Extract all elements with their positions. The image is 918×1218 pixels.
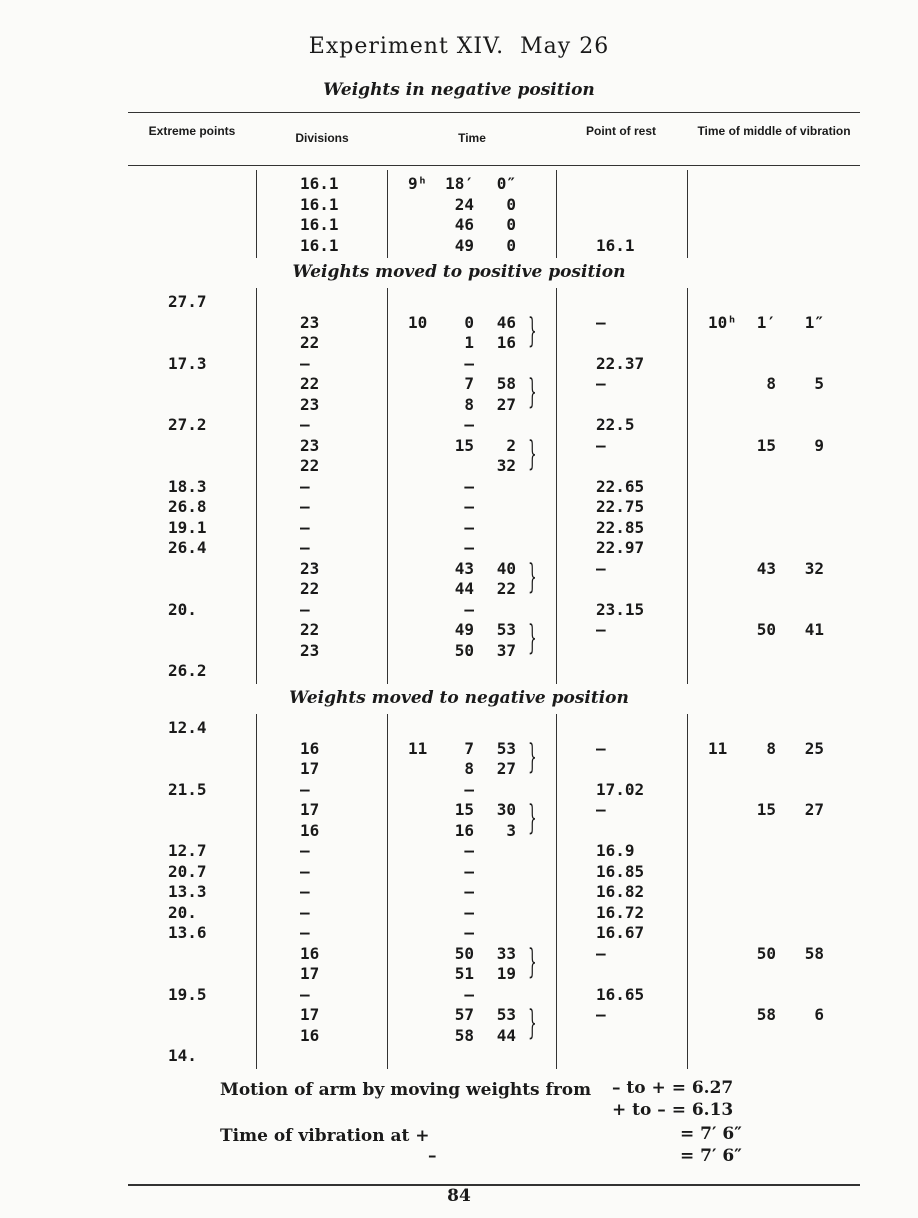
cell-t2: 44 xyxy=(454,579,474,598)
cell-ext: 20.7 xyxy=(168,861,207,881)
cell-div: 23 xyxy=(300,558,320,578)
header-extreme-points: Extreme points xyxy=(148,124,236,138)
cell-m3: 27 xyxy=(804,800,824,819)
column-rule xyxy=(256,714,257,1069)
cell-t2: — xyxy=(464,538,474,557)
cell-rest: — xyxy=(596,312,606,332)
cell-rest: — xyxy=(596,738,606,758)
column-rule xyxy=(387,288,388,684)
page-number: 84 xyxy=(447,1186,471,1206)
cell-div: — xyxy=(300,476,310,496)
cell-m3: 32 xyxy=(804,558,824,578)
cell-ext: 26.4 xyxy=(168,538,207,557)
motion-line-2: + to – = 6.13 xyxy=(612,1100,734,1120)
cell-t1: 9ʰ xyxy=(408,174,428,193)
cell-div: — xyxy=(300,415,310,434)
cell-div: — xyxy=(300,353,310,373)
cell-m3: 25 xyxy=(804,738,824,758)
cell-m3: 1″ xyxy=(804,312,824,332)
cell-div: 16 xyxy=(300,1025,320,1045)
cell-ext: 20. xyxy=(168,599,197,619)
cell-t2: 24 xyxy=(454,194,474,214)
cell-t2: 7 xyxy=(464,374,474,393)
cell-div: 16.1 xyxy=(300,215,339,234)
column-rule xyxy=(556,170,557,258)
cell-rest: 16.1 xyxy=(596,235,635,255)
cell-ext: 13.3 xyxy=(168,882,207,901)
cell-t3: 40 xyxy=(496,558,516,578)
brace-mark: } xyxy=(528,556,537,597)
cell-div: — xyxy=(300,517,310,537)
cell-t2: — xyxy=(464,841,474,860)
cell-t3: 58 xyxy=(496,374,516,393)
cell-rest: 22.75 xyxy=(596,497,645,516)
column-rule xyxy=(687,170,688,258)
table-top-rule xyxy=(128,112,860,113)
cell-rest: 23.15 xyxy=(596,599,645,619)
cell-div: — xyxy=(300,779,310,799)
brace-mark: } xyxy=(528,798,537,838)
brace-mark: } xyxy=(528,310,537,351)
cell-t2: — xyxy=(464,353,474,373)
cell-m3: 41 xyxy=(804,620,824,639)
vibration-value-1: = 7′ 6″ xyxy=(680,1124,742,1144)
section-title-positive: Weights moved to positive position xyxy=(292,262,626,282)
cell-div: — xyxy=(300,923,310,942)
cell-m2: 50 xyxy=(756,620,776,639)
cell-div: — xyxy=(300,861,310,881)
cell-t2: 7 xyxy=(464,738,474,758)
cell-t3: 37 xyxy=(496,640,516,660)
cell-rest: 16.67 xyxy=(596,923,645,942)
cell-t2: 50 xyxy=(454,943,474,963)
vibration-value-2: = 7′ 6″ xyxy=(680,1146,742,1166)
cell-m2: 58 xyxy=(756,1005,776,1024)
cell-rest: — xyxy=(596,620,606,639)
cell-t2: — xyxy=(464,882,474,901)
cell-t3: 2 xyxy=(506,435,516,455)
cell-ext: 21.5 xyxy=(168,779,207,799)
cell-rest: — xyxy=(596,435,606,455)
cell-t3: 53 xyxy=(496,738,516,758)
cell-t3: 53 xyxy=(496,620,516,639)
cell-div: 22 xyxy=(300,333,320,352)
cell-t3: 30 xyxy=(496,800,516,819)
cell-div: 22 xyxy=(300,620,320,639)
cell-ext: 19.5 xyxy=(168,984,207,1004)
cell-ext: 26.2 xyxy=(168,661,207,680)
cell-t2: 16 xyxy=(454,820,474,840)
cell-t2: 8 xyxy=(464,394,474,414)
cell-m3: 9 xyxy=(814,435,824,455)
cell-t2: — xyxy=(464,861,474,881)
cell-ext: 18.3 xyxy=(168,476,207,496)
cell-m2: 1′ xyxy=(756,312,776,332)
cell-ext: 12.4 xyxy=(168,718,207,737)
motion-line-1: – to + = 6.27 xyxy=(612,1078,734,1098)
column-rule xyxy=(687,714,688,1069)
header-time: Time xyxy=(458,131,486,145)
cell-rest: 17.02 xyxy=(596,779,645,799)
cell-t2: — xyxy=(464,779,474,799)
brace-mark: } xyxy=(528,736,537,777)
brace-mark: } xyxy=(528,1003,537,1043)
cell-rest: 16.65 xyxy=(596,984,645,1004)
cell-div: 17 xyxy=(300,1005,320,1024)
cell-t3: 0 xyxy=(506,215,516,234)
cell-t3: 0 xyxy=(506,235,516,255)
cell-div: 22 xyxy=(300,456,320,475)
column-rule xyxy=(556,288,557,684)
cell-rest: — xyxy=(596,943,606,963)
cell-t3: 16 xyxy=(496,333,516,352)
cell-div: 23 xyxy=(300,435,320,455)
cell-t2: 50 xyxy=(454,640,474,660)
cell-rest: 22.85 xyxy=(596,517,645,537)
cell-div: 17 xyxy=(300,800,320,819)
column-rule xyxy=(387,170,388,258)
cell-t3: 27 xyxy=(496,759,516,778)
cell-div: 16 xyxy=(300,738,320,758)
cell-m2: 50 xyxy=(756,943,776,963)
header-divisions: Divisions xyxy=(295,131,349,145)
section-title-negative: Weights in negative position xyxy=(323,80,595,100)
cell-t2: 49 xyxy=(454,620,474,639)
cell-rest: 22.37 xyxy=(596,353,645,373)
cell-div: — xyxy=(300,599,310,619)
cell-t2: — xyxy=(464,476,474,496)
cell-div: 16 xyxy=(300,820,320,840)
cell-ext: 13.6 xyxy=(168,923,207,942)
header-time-middle: Time of middle of vibration xyxy=(697,124,851,138)
motion-label: Motion of arm by moving weights from xyxy=(220,1080,592,1100)
cell-t2: 43 xyxy=(454,558,474,578)
cell-div: — xyxy=(300,841,310,860)
cell-m3: 58 xyxy=(804,943,824,963)
cell-t3: 0 xyxy=(506,194,516,214)
cell-t3: 22 xyxy=(496,579,516,598)
cell-div: 23 xyxy=(300,394,320,414)
cell-ext: 27.7 xyxy=(168,292,207,311)
column-rule xyxy=(256,170,257,258)
cell-m1: 11 xyxy=(708,738,728,758)
cell-m2: 8 xyxy=(766,374,776,393)
cell-rest: 22.97 xyxy=(596,538,645,557)
cell-rest: 22.5 xyxy=(596,415,635,434)
cell-t2: 49 xyxy=(454,235,474,255)
cell-div: 17 xyxy=(300,759,320,778)
vibration-label: Time of vibration at + xyxy=(220,1126,430,1146)
cell-div: 23 xyxy=(300,640,320,660)
cell-t2: 15 xyxy=(454,435,474,455)
cell-div: 16.1 xyxy=(300,194,339,214)
cell-div: 17 xyxy=(300,964,320,983)
cell-div: — xyxy=(300,984,310,1004)
cell-t2: 57 xyxy=(454,1005,474,1024)
column-rule xyxy=(387,714,388,1069)
vibration-minus: – xyxy=(428,1146,437,1166)
cell-t2: — xyxy=(464,984,474,1004)
cell-ext: 12.7 xyxy=(168,841,207,860)
cell-div: 22 xyxy=(300,579,320,598)
cell-ext: 26.8 xyxy=(168,497,207,516)
cell-m2: 8 xyxy=(766,738,776,758)
cell-rest: — xyxy=(596,558,606,578)
cell-t2: — xyxy=(464,902,474,922)
cell-div: 16.1 xyxy=(300,174,339,193)
cell-t2: 18′ xyxy=(445,174,474,193)
cell-div: 23 xyxy=(300,312,320,332)
cell-ext: 20. xyxy=(168,902,197,922)
cell-rest: — xyxy=(596,800,606,819)
cell-m3: 6 xyxy=(814,1005,824,1024)
cell-rest: 16.72 xyxy=(596,902,645,922)
cell-t2: — xyxy=(464,923,474,942)
cell-rest: 16.85 xyxy=(596,861,645,881)
cell-t2: 8 xyxy=(464,759,474,778)
cell-div: — xyxy=(300,902,310,922)
cell-t2: 15 xyxy=(454,800,474,819)
brace-mark: } xyxy=(528,618,537,658)
brace-mark: } xyxy=(528,433,537,474)
section-title-negative-2: Weights moved to negative position xyxy=(289,688,629,708)
cell-div: — xyxy=(300,882,310,901)
column-rule xyxy=(256,288,257,684)
cell-rest: — xyxy=(596,1005,606,1024)
page-title: Experiment XIV. May 26 xyxy=(308,34,610,59)
cell-t3: 0″ xyxy=(496,174,516,193)
cell-ext: 14. xyxy=(168,1046,197,1065)
cell-ext: 19.1 xyxy=(168,517,207,537)
cell-t2: — xyxy=(464,497,474,516)
header-point-of-rest: Point of rest xyxy=(585,124,656,138)
cell-m3: 5 xyxy=(814,374,824,393)
cell-div: 16 xyxy=(300,943,320,963)
cell-m1: 10ʰ xyxy=(708,312,737,332)
cell-div: 16.1 xyxy=(300,235,339,255)
cell-ext: 27.2 xyxy=(168,415,207,434)
cell-t2: — xyxy=(464,517,474,537)
cell-rest: 16.82 xyxy=(596,882,645,901)
cell-ext: 17.3 xyxy=(168,353,207,373)
cell-t2: — xyxy=(464,599,474,619)
cell-t3: 33 xyxy=(496,943,516,963)
cell-t3: 44 xyxy=(496,1025,516,1045)
cell-div: — xyxy=(300,538,310,557)
cell-t2: 51 xyxy=(454,964,474,983)
cell-t2: 0 xyxy=(464,312,474,332)
cell-t3: 19 xyxy=(496,964,516,983)
column-rule xyxy=(687,288,688,684)
cell-m2: 43 xyxy=(756,558,776,578)
cell-t3: 32 xyxy=(496,456,516,475)
cell-rest: — xyxy=(596,374,606,393)
cell-t3: 27 xyxy=(496,394,516,414)
cell-t2: 58 xyxy=(454,1025,474,1045)
cell-m2: 15 xyxy=(756,435,776,455)
column-rule xyxy=(556,714,557,1069)
cell-t3: 3 xyxy=(506,820,516,840)
cell-t2: 1 xyxy=(464,333,474,352)
cell-rest: 22.65 xyxy=(596,476,645,496)
cell-t3: 53 xyxy=(496,1005,516,1024)
cell-rest: 16.9 xyxy=(596,841,635,860)
cell-t2: 46 xyxy=(454,215,474,234)
table-header-rule xyxy=(128,165,860,166)
cell-t1: 10 xyxy=(408,312,428,332)
cell-t2: — xyxy=(464,415,474,434)
cell-t3: 46 xyxy=(496,312,516,332)
cell-t1: 11 xyxy=(408,738,428,758)
cell-div: 22 xyxy=(300,374,320,393)
brace-mark: } xyxy=(528,372,537,412)
cell-m2: 15 xyxy=(756,800,776,819)
brace-mark: } xyxy=(528,941,537,982)
cell-div: — xyxy=(300,497,310,516)
